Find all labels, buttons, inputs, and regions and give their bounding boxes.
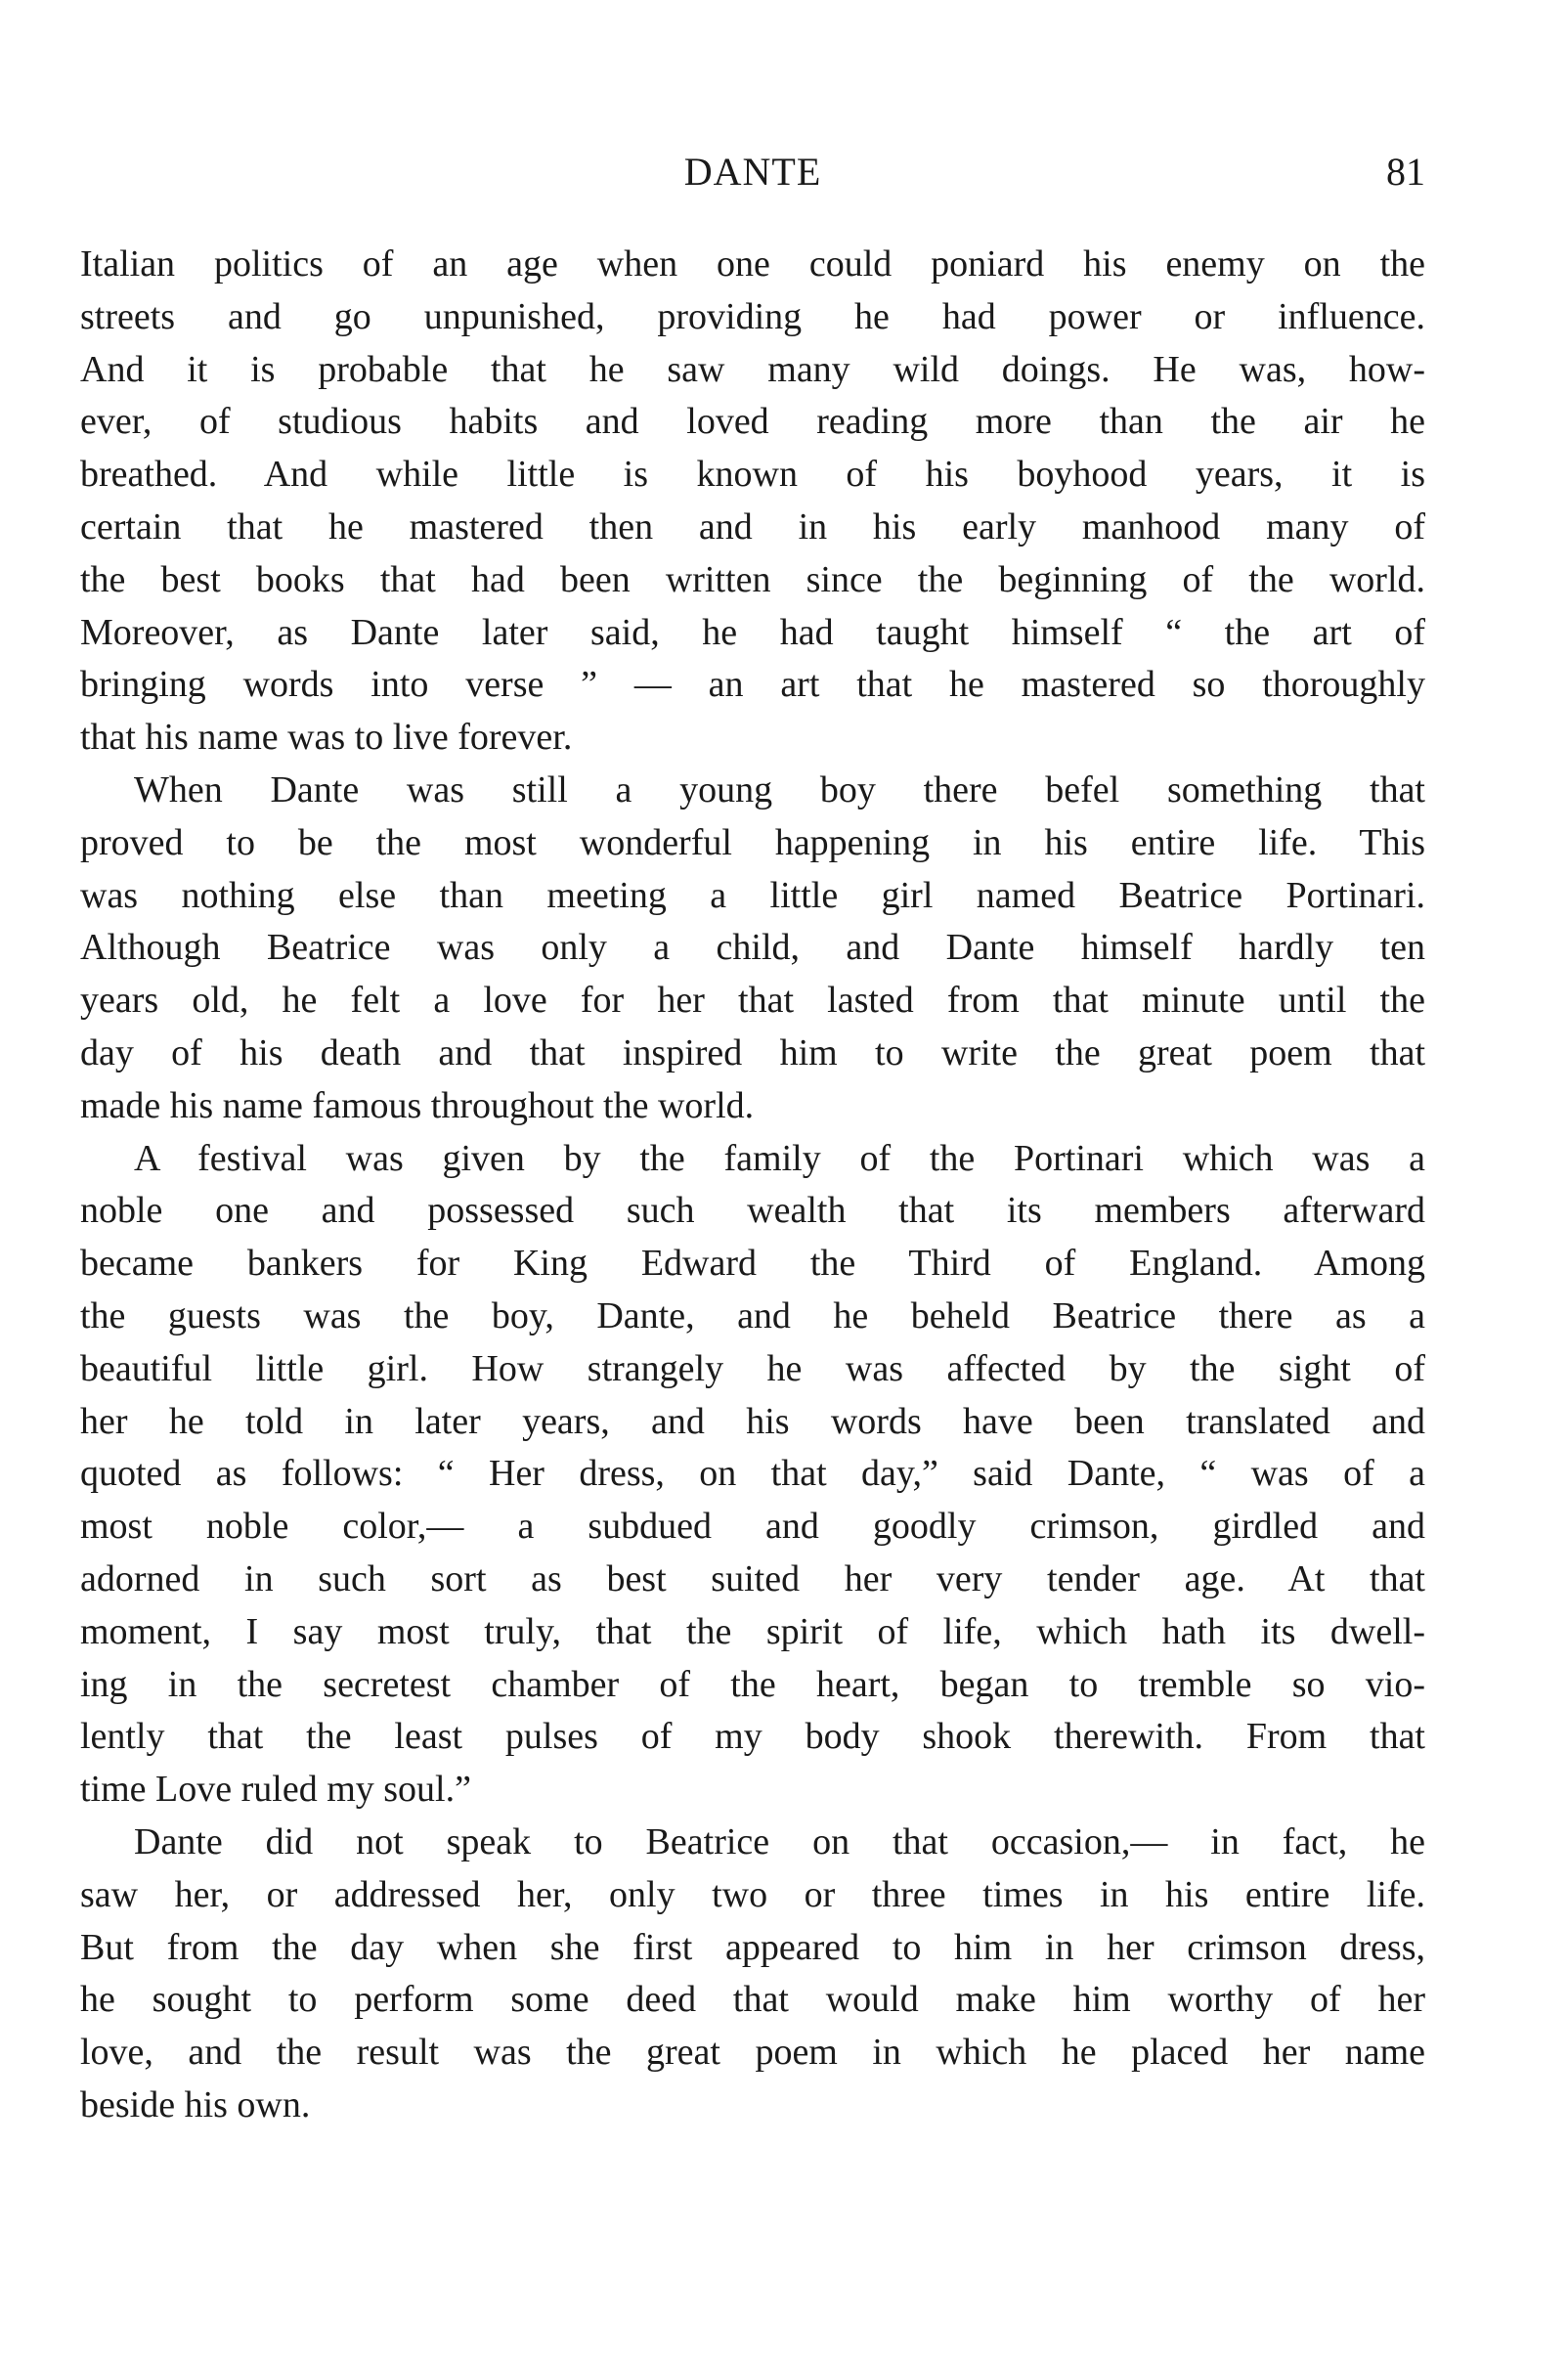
text-line: lently that the least pulses of my body shook therewith. From that [80,1716,1425,1758]
text-line: proved to be the most wonderful happening in his entire life. This [80,821,1425,863]
text-line: time Love ruled my soul.” [80,1769,471,1811]
text-line: day of his death and that inspired him to write the great poem that [80,1031,1425,1073]
paragraph [80,1133,1425,1817]
text-line: saw her, or addressed her, only two or three times in his entire life. [80,1873,1425,1915]
body-text [80,239,1425,2132]
paragraph [80,1817,1425,2132]
text-line: made his name famous throughout the world. [80,1084,755,1126]
text-line: ing in the secretest chamber of the heart, began to tremble so vio- [80,1663,1425,1705]
text-line: When Dante was still a young boy there befel something that [134,768,1425,810]
text-line: the best books that had been written since the beginning of the world. [80,558,1425,600]
text-line: quoted as follows: “ Her dress, on that day,” said Dante, “ was of a [80,1453,1425,1495]
text-line: became bankers for King Edward the Third of England. Among [80,1243,1425,1285]
text-line: beside his own. [80,2083,311,2125]
text-line: he sought to perform some deed that would make him worthy of her [80,1979,1425,2021]
text-line: the guests was the boy, Dante, and he beheld Beatrice there as a [80,1294,1425,1336]
text-line: noble one and possessed such wealth that its members afterward [80,1190,1425,1232]
running-head [80,147,1425,197]
running-title: DANTE [683,150,822,194]
text-line: love, and the result was the great poem in which he placed her name [80,2032,1425,2074]
text-line: ever, of studious habits and loved reading more than the air he [80,401,1425,443]
paragraph [80,239,1425,765]
text-line: streets and go unpunished, providing he had power or influence. [80,295,1425,337]
text-line: breathed. And while little is known of his boyhood years, it is [80,454,1425,496]
text-line: Moreover, as Dante later said, he had taught himself “ the art of [80,611,1425,653]
text-line: Dante did not speak to Beatrice on that occasion,— in fact, he [134,1820,1425,1862]
text-line: most noble color,— a subdued and goodly crimson, girdled and [80,1506,1425,1548]
text-line: And it is probable that he saw many wild doings. He was, how- [80,348,1425,390]
paragraph [80,765,1425,1133]
text-line: A festival was given by the family of the Portinari which was a [134,1137,1425,1179]
text-line: beautiful little girl. How strangely he was affected by the sight of [80,1347,1425,1389]
text-line: bringing words into verse ” — an art that he mastered so thoroughly [80,664,1425,706]
text-line: was nothing else than meeting a little girl named Beatrice Portinari. [80,874,1425,916]
text-line: moment, I say most truly, that the spirit of life, which hath its dwell- [80,1610,1425,1652]
text-line: her he told in later years, and his words have been translated and [80,1400,1425,1442]
text-line: that his name was to live forever. [80,717,573,759]
text-line: certain that he mastered then and in his early manhood many of [80,505,1425,547]
text-line: years old, he felt a love for her that lasted from that minute until the [80,980,1425,1022]
text-line: Although Beatrice was only a child, and Dante himself hardly ten [80,927,1425,969]
page-number: 81 [1386,150,1425,194]
text-line: adorned in such sort as best suited her very tender age. At that [80,1557,1425,1599]
text-line: Italian politics of an age when one could poniard his enemy on the [80,243,1425,285]
text-line: But from the day when she first appeared to him in her crimson dress, [80,1926,1425,1968]
